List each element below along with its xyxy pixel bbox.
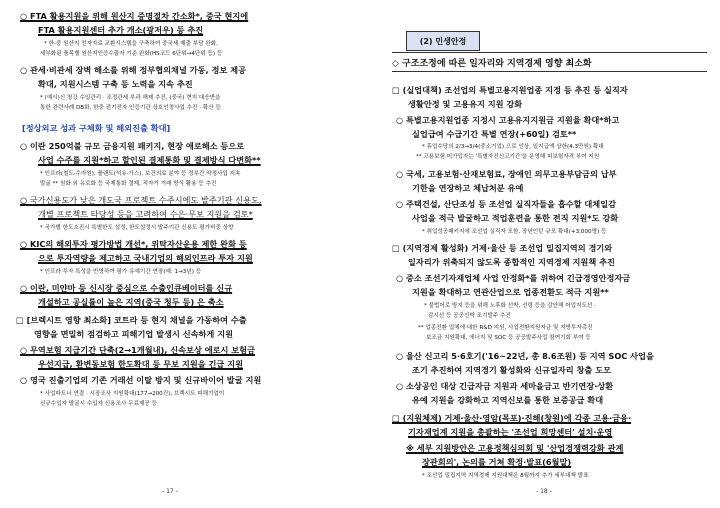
text-line: * 국가별 한도소진시 특별한도 설정, 한도설정시 발주기관 신용도 평가비중 상향	[40, 225, 234, 231]
text-line: 확대, 지원시스템 구축 등 노력을 지속 추진	[38, 79, 193, 89]
text-line: * 인프라(철도·수자원), 플랜트(석유·가스), 보건의료 분야 등 정부간 약정사업 지속	[40, 171, 241, 177]
text-line: 장관회의', 논의를 거쳐 확정·발표(6월말)	[422, 457, 572, 467]
text-line: 개별 프로젝트 타당성 등을 고려하여 수은·무보 지원을 검토*	[38, 209, 253, 219]
text-line: ** 업종전환 업체에 대한 R&D 지원, 사업전환지원자금 및 지방투자촉진	[418, 325, 593, 331]
text-line: 기자재업계 지원을 총괄하는 '조선업 희망센터' 설치·운영	[408, 427, 613, 437]
text-line: 으로 투자역량을 제고하고 국내기업의 해외인프라 투자 지원	[38, 253, 253, 263]
text-line: ○ 이란, 미얀마 등 신시장 중심으로 수출인큐베이터를 신규	[20, 283, 233, 293]
text-line: ○ 이란 250억불 규모 금융지원 패키지, 현장 애로해소 등으로	[20, 141, 245, 151]
text-line: [정상외교 성과 구체화 및 해외진출 확대]	[22, 123, 171, 133]
text-line: 신규수입자 발굴시 수입자 신용조사 무료제공 등	[40, 401, 157, 407]
text-line: 일자리가 위축되지 않도록 종합적인 지역경제 지원책 추진	[408, 257, 615, 267]
text-line: □ (지역경제 활성화) 거제·울산 등 조선업 밀집지역의 경기와	[392, 243, 613, 253]
text-line: 사업을 적극 발굴하고 적업훈련을 통한 전직 지원*도 강화	[412, 213, 619, 223]
text-line: 영향을 면밀히 점검하고 피해기업 발생시 신속하게 지원	[34, 329, 234, 339]
text-line: □ (지원체제) 거제·울산·영암(목포)·진해(창원)에 각종 고용·금융·	[392, 413, 632, 423]
text-line: * 휴업수당의 2/3→3/4(중소기업) 으로 인상, 일지급액 상한(4.3만원) 확대	[422, 144, 604, 150]
text-line: ○ 중소 조선기자재업체 사업 안정화*를 위하여 긴급경영안정자금	[396, 273, 631, 283]
text-line: ○ 영국 진출기업의 기존 거래선 이탈 방지 및 신규바이어 발굴 지원	[20, 375, 262, 385]
text-line: 감시선 등 공공선박 조기발주 추진	[428, 313, 511, 319]
text-line: 사업 수주를 지원*하고 할인된 결제통화 및 결제방식 다변화**	[38, 155, 261, 165]
text-line: ○ 국세, 고용보험·산재보험료, 장애인 의무고용부담금의 납부	[396, 169, 617, 179]
text-line: 보조금 지원확대, 에너지 및 SOC 등 공공발주사업 참여기회 부여 등	[426, 335, 591, 341]
text-line: 실업급여 수급기간 특별 연장(+60일) 검토**	[412, 129, 577, 139]
text-line: * 조선업 밀집지역 지역경제 지원대책은 8월까지 추가 세부대책 발표	[422, 473, 589, 479]
text-line: 우선지급, 환변동보험 한도확대 등 무보 지원을 긴급 지원	[38, 359, 243, 369]
text-line: ** 고용보험 미가입자는 '특별자진신고기간'을 운영해 피보험자격 부여 지원	[416, 154, 600, 160]
text-line: 개설하고 공실률이 높은 지역(중국 청두 등) 은 축소	[38, 297, 224, 307]
page-number: - 18 -	[536, 488, 552, 495]
text-line: ○ 주택건설, 산단조성 등 조선업 실직자들을 흡수할 대체일감	[396, 199, 617, 209]
page-number: - 17 -	[162, 488, 178, 495]
text-line: 기한을 연장하고 체납처분 유예	[412, 183, 524, 193]
text-line: * (예시)신 청강 수입관리 · 조정관세 부과 해제 추진, (중국) 현지 대응반을	[40, 95, 221, 101]
text-line: * 인프라 투자 특성을 반영하여 평가 유예기간 연장(예: 1→3년) 등	[40, 269, 202, 275]
text-line: □ [브렉시트 영향 최소화] 코트라 등 현지 채널을 가동하여 수출	[16, 315, 247, 325]
headline-top-rule	[392, 52, 707, 53]
section-tag: (2) 민생안정	[406, 31, 480, 51]
text-line: ○ 소상공인 대상 긴급자금 지원과 세마을금고 반기연장·상환	[396, 381, 614, 391]
text-line: ○ 관세·비관세 장벽 해소를 위해 정부협의채널 가동, 정보 제공	[20, 65, 246, 75]
text-line: * 한-중 원산지 전자자료 교환시스템을 구축하여 중국세 제출 부담 완화,	[44, 41, 218, 47]
text-line: ○ KIC의 해외투자 평가방법 개선*, 위탁자산운용 제한 완화 등	[20, 239, 247, 249]
text-line: □ (실업대책) 조선업의 특별고용지원업종 지정 등 추진 등 실직자	[392, 85, 628, 95]
text-line: FTA 활용지원센터 추가 개소(광저우) 등 추진	[38, 25, 204, 35]
text-line: * 불법어로 방지 등을 위해 노후화 선박, 선령 등을 감안해 어업지도선 ·	[424, 303, 596, 309]
text-line: ○ FTA 활용지원을 위해 원산지 증명절차 간소화*, 중국 현지에	[20, 11, 249, 21]
text-line: 지원을 확대하고 연관산업으로 업종전환도 적극 지원**	[412, 287, 609, 297]
right-page	[366, 0, 720, 508]
section-headline: ◇ 구조조정에 따른 일자리와 지역경제 영향 최소화	[392, 59, 592, 69]
text-line: ○ 무역보험 지급기간 단축(2→1개월내), 신속보상 에로시 보험금	[20, 345, 256, 355]
text-line: ○ 특별고용지원업종 지정시 고용유지지원금 지원율 확대*하고	[396, 115, 620, 125]
text-line: ○ 국가신용도가 낮은 개도국 프로젝트 수주시에도 발주기관 신용도,	[20, 195, 262, 205]
left-page	[0, 0, 352, 508]
text-line: 세부화된 품목별 원산지인증수출자 기준 완화(HS코드 6단위→4단위 등) 등	[40, 51, 223, 57]
text-line: * 취업성공패키지에 조선업 실직자 포함, 장년인턴 규모 확대(+3,000명) 등	[422, 229, 607, 235]
text-line: 생활안정 및 고용유지 지원 강화	[408, 99, 523, 109]
text-line: 통한 관련사례 DB화, 한중 전기전자 인증기관 상호인정사업 추진 · 확산 등	[40, 105, 221, 111]
text-line: 조기 추진하여 지역경기 활성화와 신규일자리 창출 도모	[412, 365, 612, 375]
headline-bottom-rule	[392, 71, 707, 72]
text-line: ※ 세부 지원방안은 고용정책심의회 및 '산업경쟁력강화 관계	[406, 443, 624, 453]
text-line: ○ 울산 신고리 5·6호기('16~22년, 총 8.6조원) 등 지역 SOC 사업을	[396, 351, 654, 361]
text-line: 유예 지원을 강화하고 지역신보를 통한 보증공급 확대	[412, 395, 604, 405]
text-line: * 사업파트너 연결 · 시장조사 지원확대(177→200건), 브렉시트 피해기업이	[40, 391, 225, 397]
text-line: 발굴 ** 원화 외 유로화 등 국제통화 결제, 적자거 거래 방식 활용 등 추진	[40, 181, 217, 187]
